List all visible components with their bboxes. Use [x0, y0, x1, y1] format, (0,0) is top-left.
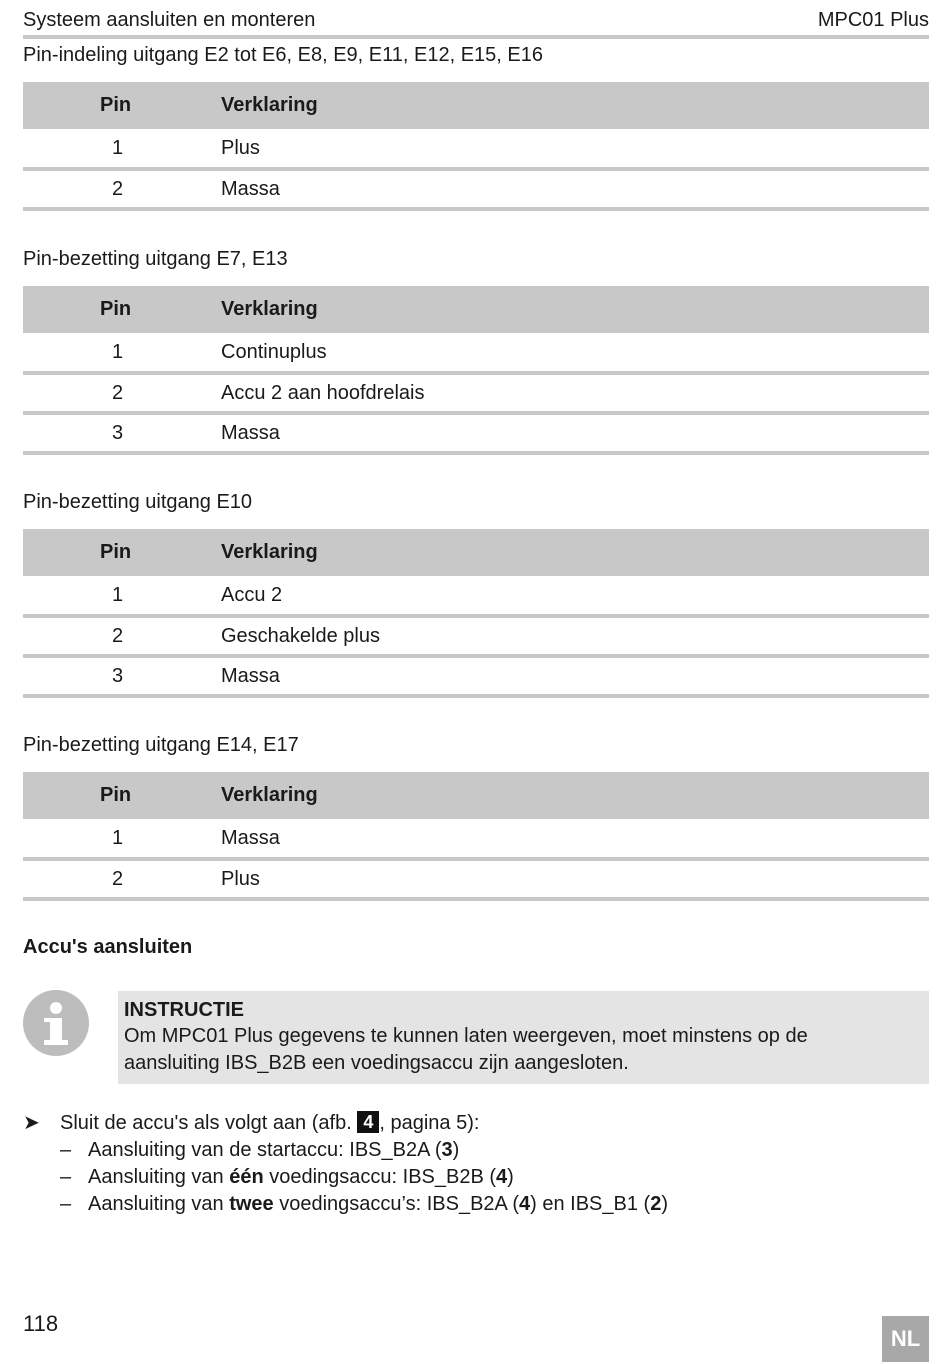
pin-description: Plus: [221, 867, 260, 890]
instruction-lead: Sluit de accu's als volgt aan (afb. 4 , pagina 5):: [60, 1112, 480, 1134]
page-header: [23, 7, 929, 39]
column-header-description: Verklaring: [221, 298, 318, 320]
header-product-name: MPC01 Plus: [817, 9, 929, 31]
table-caption: Pin-bezetting uitgang E10: [23, 491, 253, 513]
pin-number: 2: [112, 867, 124, 890]
column-header-description: Verklaring: [221, 541, 318, 563]
table-row: [23, 333, 929, 373]
table-header-row: [23, 529, 929, 576]
pin-table: [23, 772, 929, 901]
pin-number: 1: [112, 340, 124, 363]
table-caption: Pin-indeling uitgang E2 tot E6, E8, E9, E11, E12, E15, E16: [23, 44, 543, 66]
section-heading: Accu's aansluiten: [23, 936, 193, 958]
column-header-description: Verklaring: [221, 784, 318, 806]
pin-number: 3: [112, 421, 124, 444]
column-header-pin: Pin: [100, 784, 132, 806]
table-row: [23, 413, 929, 453]
table-caption: Pin-bezetting uitgang E14, E17: [23, 734, 299, 756]
pin-number: 2: [112, 624, 124, 647]
page-number: 118: [23, 1311, 59, 1336]
pin-number: 3: [112, 664, 124, 687]
column-header-pin: Pin: [100, 298, 132, 320]
table-header-row: [23, 286, 929, 333]
pin-description: Massa: [221, 177, 280, 200]
pin-table: [23, 529, 929, 698]
info-icon: [23, 990, 89, 1056]
list-item: – Aansluiting van de startaccu: IBS_B2A (3): [60, 1139, 460, 1161]
arrow-icon: ➤: [23, 1112, 40, 1134]
figure-reference-badge: 4: [357, 1111, 379, 1133]
pin-number: 2: [112, 381, 124, 404]
pin-number: 1: [112, 826, 124, 849]
table-row: [23, 169, 929, 209]
table-header-row: [23, 82, 929, 129]
pin-description: Massa: [221, 421, 280, 444]
table-row: [23, 616, 929, 656]
note-text-line: Om MPC01 Plus gegevens te kunnen laten weergeven, moet minstens op de: [124, 1025, 808, 1047]
list-item: – Aansluiting van twee voedingsaccu’s: IBS_B2A (4) en IBS_B1 (2): [60, 1193, 668, 1215]
column-header-pin: Pin: [100, 94, 132, 116]
pin-description: Plus: [221, 136, 260, 159]
column-header-pin: Pin: [100, 541, 132, 563]
pin-number: 1: [112, 136, 124, 159]
table-row: [23, 373, 929, 413]
note-title: INSTRUCTIE: [124, 999, 244, 1021]
pin-description: Massa: [221, 826, 280, 849]
header-section-title: Systeem aansluiten en monteren: [23, 9, 316, 31]
table-row: [23, 859, 929, 899]
pin-description: Accu 2: [221, 583, 283, 606]
pin-table: [23, 82, 929, 211]
pin-table: [23, 286, 929, 455]
table-row: [23, 819, 929, 859]
table-row: [23, 129, 929, 169]
note-text-line: aansluiting IBS_B2B een voedingsaccu zijn aangesloten.: [124, 1052, 629, 1074]
table-caption: Pin-bezetting uitgang E7, E13: [23, 248, 288, 270]
pin-description: Accu 2 aan hoofdrelais: [221, 381, 425, 404]
column-header-description: Verklaring: [221, 94, 318, 116]
table-header-row: [23, 772, 929, 819]
language-badge: NL: [882, 1316, 929, 1362]
pin-description: Continuplus: [221, 340, 327, 363]
connection-list: [60, 1137, 668, 1218]
pin-number: 2: [112, 177, 124, 200]
list-item: – Aansluiting van één voedingsaccu: IBS_B2B (4): [60, 1166, 514, 1188]
table-row: [23, 576, 929, 616]
note-box: [118, 991, 929, 1084]
pin-description: Geschakelde plus: [221, 624, 380, 647]
pin-description: Massa: [221, 664, 280, 687]
instruction-note: [23, 988, 929, 1084]
pin-number: 1: [112, 583, 124, 606]
table-row: [23, 656, 929, 696]
